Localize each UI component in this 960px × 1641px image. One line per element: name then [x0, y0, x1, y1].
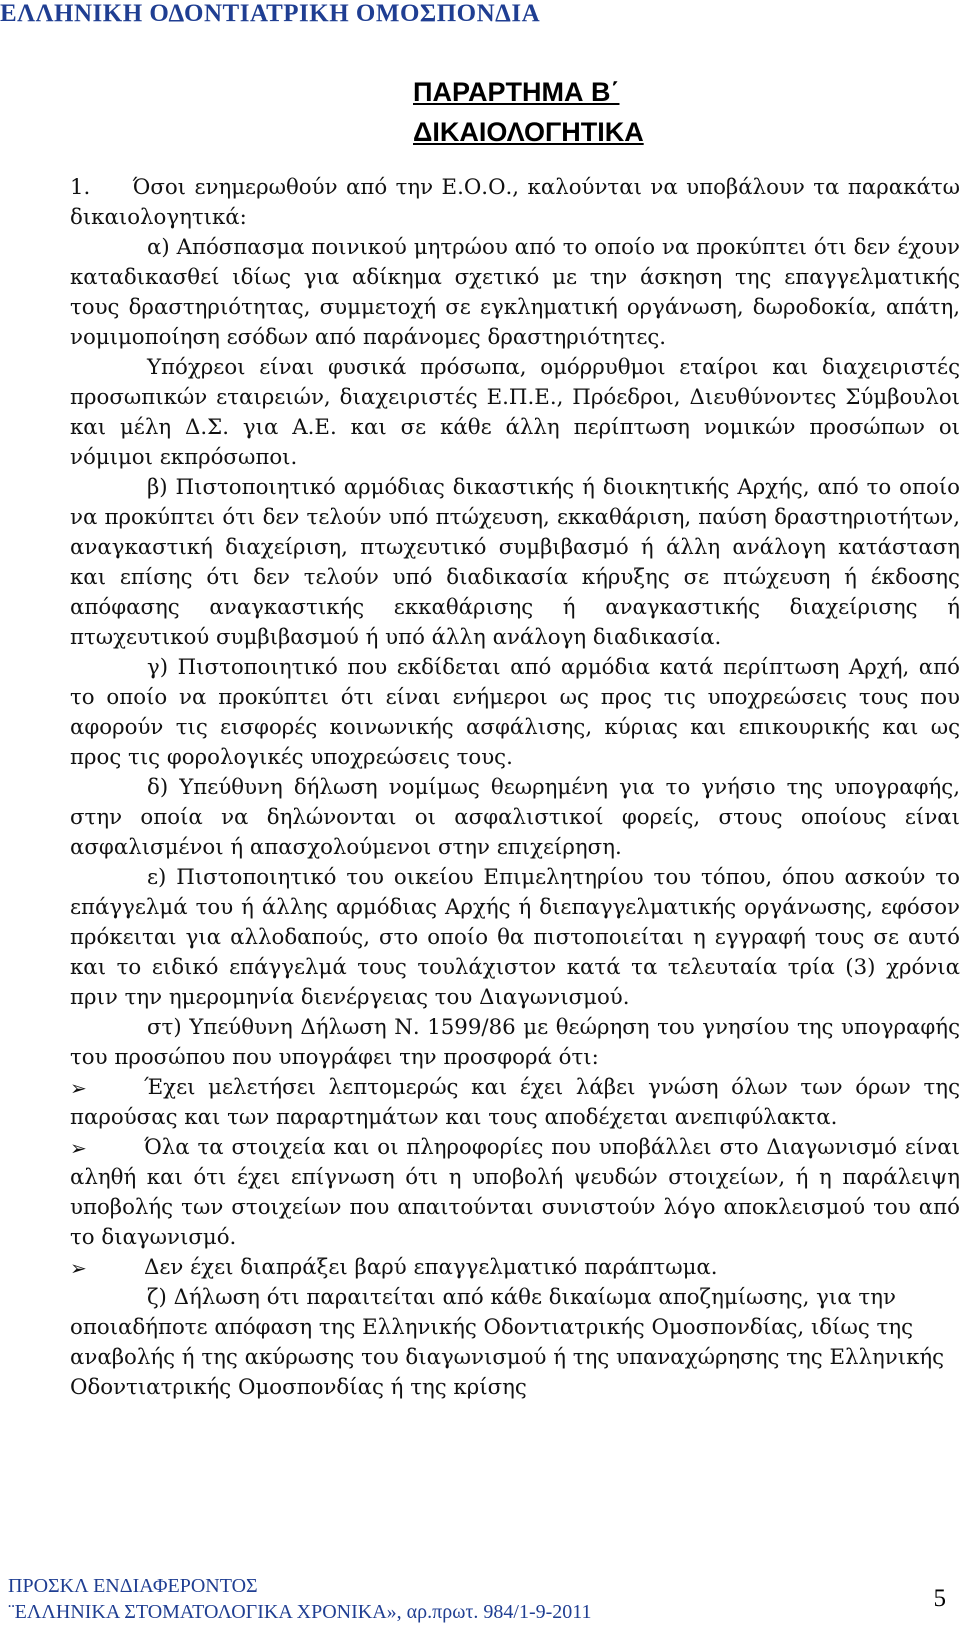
bullet-text: Έχει μελετήσει λεπτομερώς και έχει λάβει γνώση όλων των όρων της παρούσας και των παραρτημάτων και τους αποδέχεται ανεπιφύλακτα. [70, 1075, 960, 1130]
paragraph-1: 1. Όσοι ενημερωθούν από την Ε.Ο.Ο., καλούνται να υποβάλουν τα παρακάτω δικαιολογητικά: [70, 175, 960, 230]
paragraph-z: ζ) Δήλωση ότι παραιτείται από κάθε δικαίωμα αποζημίωσης, για την οποιαδήποτε απόφαση της Ελληνικής Οδοντιατρικής Ομοσπονδίας, ιδίως της αναβολής ή της ακύρωσης του διαγωνισμού ή της υπαναχώρησης της Ελληνικής Οδοντιατρικής Ομοσπονδίας ή της κρίσης [70, 1285, 945, 1400]
bullet-item [70, 1073, 960, 1133]
arrow-bullet-icon: ➢ [70, 1076, 87, 1100]
arrow-bullet-icon: ➢ [70, 1256, 87, 1280]
document-header: ΕΛΛΗΝΙΚΗ ΟΔΟΝΤΙΑΤΡΙΚΗ ΟΜΟΣΠΟΝΔΙΑ [0, 0, 541, 27]
title-block [413, 72, 644, 152]
footer [8, 1573, 592, 1625]
bullet-item [70, 1253, 960, 1283]
bullet-text: Όλα τα στοιχεία και οι πληροφορίες που υποβάλλει στο Διαγωνισμό είναι αληθή και ότι έχει επίγνωση ότι η υποβολή ψευδών στοιχείων, ή η παράλειψη υποβολής των στοιχείων που απαιτούνται συνιστούν λόγο αποκλεισμού του από το διαγωνισμό. [70, 1135, 960, 1250]
paragraph-e: ε) Πιστοποιητικό του οικείου Επιμελητηρίου του τόπου, όπου ασκούν το επάγγελμά του ή άλλης αρμόδιας Αρχής ή διεπαγγελματικής οργάνωσης, εφόσον πρόκειται για αλλοδαπούς, στο οποίο θα πιστοποιείται η εγγραφή τους σε αυτό και το ειδικό επάγγελμά τους τουλάχιστον κατά τα τελευταία τρία (3) χρόνια πριν την ημερομηνία διενέργειας του Διαγωνισμού. [70, 865, 960, 1010]
page-number: 5 [933, 1585, 946, 1612]
document-body [70, 173, 960, 1403]
paragraph-a-obligated: Υπόχρεοι είναι φυσικά πρόσωπα, ομόρρυθμοι εταίροι και διαχειριστές προσωπικών εταιρειών, διαχειριστές Ε.Π.Ε., Πρόεδροι, Διευθύνοντες Σύμβουλοι και μέλη Δ.Σ. για Α.Ε. και σε κάθε άλλη περίπτωση νομικών προσώπων οι νόμιμοι εκπρόσωποι. [70, 355, 960, 470]
arrow-bullet-icon: ➢ [70, 1136, 87, 1160]
paragraph-a: α) Απόσπασμα ποινικού μητρώου από το οποίο να προκύπτει ότι δεν έχουν καταδικασθεί ιδίως για αδίκημα σχετικό με την άσκηση της επαγγελματικής τους δραστηριότητας, συμμετοχή σε εγκληματική οργάνωση, δωροδοκία, απάτη, νομιμοποίηση εσόδων από παράνομες δραστηριότητες. [70, 235, 960, 350]
footer-line-1: ΠΡΟΣΚΛ ΕΝΔΙΑΦΕΡΟΝΤΟΣ [8, 1575, 258, 1597]
annex-title: ΠΑΡΑΡΤΗΜΑ Β΄ [413, 77, 620, 107]
paragraph-d: δ) Υπεύθυνη δήλωση νομίμως θεωρημένη για το γνήσιο της υπογραφής, στην οποία να δηλώνονται οι ασφαλιστικοί φορείς, στους οποίους είναι ασφαλισμένοι ή απασχολούμενοι στην επιχείρηση. [70, 775, 960, 860]
subject-title: ΔΙΚΑΙΟΛΟΓΗΤΙΚΑ [413, 117, 644, 147]
paragraph-c: γ) Πιστοποιητικό που εκδίδεται από αρμόδια κατά περίπτωση Αρχή, από το οποίο να προκύπτει ότι είναι ενήμεροι ως προς τις υποχρεώσεις τους που αφορούν τις εισφορές κοινωνικής ασφάλισης, κύριας και επικουρικής και ως προς τις φορολογικές υποχρεώσεις τους. [70, 655, 960, 770]
bullet-text: Δεν έχει διαπράξει βαρύ επαγγελματικό παράπτωμα. [144, 1255, 718, 1280]
footer-line-2: ¨ΕΛΛΗΝΙΚΑ ΣΤΟΜΑΤΟΛΟΓΙΚΑ ΧΡΟΝΙΚΑ», αρ.πρωτ. 984/1-9-2011 [8, 1601, 592, 1623]
bullet-item [70, 1133, 960, 1253]
paragraph-st: στ) Υπεύθυνη Δήλωση Ν. 1599/86 με θεώρηση του γνησίου της υπογραφής του προσώπου που υπογράφει την προσφορά ότι: [70, 1015, 960, 1070]
paragraph-b: β) Πιστοποιητικό αρμόδιας δικαστικής ή διοικητικής Αρχής, από το οποίο να προκύπτει ότι δεν τελούν υπό πτώχευση, εκκαθάριση, παύση δραστηριοτήτων, αναγκαστική διαχείριση, πτωχευτικό συμβιβασμό ή άλλη ανάλογη κατάσταση και επίσης ότι δεν τελούν υπό διαδικασία κήρυξης σε πτώχευση ή έκδοσης απόφασης αναγκαστικής εκκαθάρισης ή αναγκαστικής διαχείρισης ή πτωχευτικού συμβιβασμού ή υπό άλλη ανάλογη διαδικασία. [70, 475, 960, 650]
